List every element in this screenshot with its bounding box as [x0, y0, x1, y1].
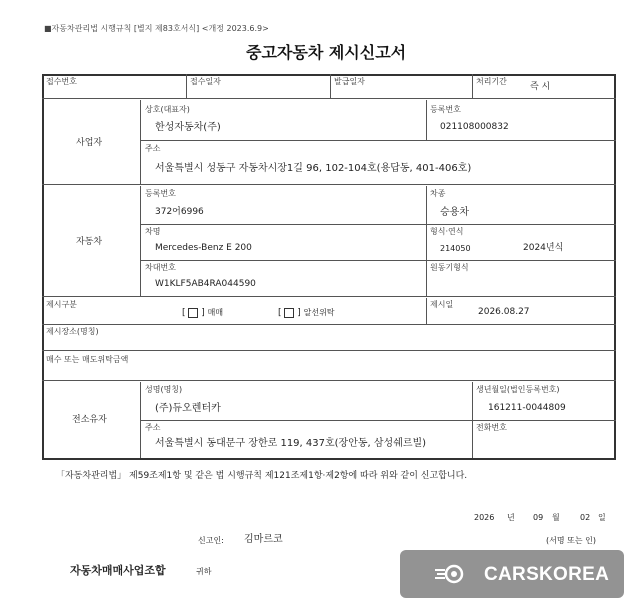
vehicle-vin-value: W1KLF5AB4RA044590 — [155, 279, 256, 289]
vehicle-regno-label: 등록번호 — [145, 189, 176, 198]
business-reg-label: 등록번호 — [430, 105, 461, 114]
transferor-name-value: (주)듀오렌터카 — [155, 403, 221, 414]
page-title: 중고자동차 제시신고서 — [246, 43, 407, 62]
option-brokerage[interactable]: [ ] 알선위탁 — [278, 308, 335, 318]
reporter-name: 김마르코 — [244, 534, 283, 545]
vehicle-section-label: 자동차 — [76, 237, 103, 247]
recipient-suffix: 귀하 — [196, 567, 212, 576]
carskorea-watermark — [400, 550, 624, 598]
vehicle-kind-value: 승용차 — [440, 207, 469, 218]
option-trade[interactable]: [ ] 매매 — [182, 308, 224, 318]
vehicle-regno-value: 372어6996 — [155, 207, 204, 217]
presentation-date-value: 2026.08.27 — [478, 307, 530, 317]
business-section-label: 사업자 — [76, 138, 103, 148]
transferor-phone-label: 전화번호 — [476, 423, 507, 432]
date-month: 09 — [533, 513, 544, 522]
processing-period-label: 처리기간 — [476, 77, 507, 86]
transferor-section-label: 전소유자 — [72, 415, 107, 425]
transferor-birth-label: 생년월일(법인등록번호) — [476, 385, 560, 394]
carskorea-logo-icon — [434, 564, 468, 584]
business-addr-value: 서울특별시 성동구 자동차시장1길 96, 102-104호(용답동, 401-406호) — [155, 163, 472, 174]
transferor-addr-value: 서울특별시 동대문구 장한로 119, 437호(장안동, 삼성쉐르빌) — [155, 438, 427, 449]
transferor-birth-value: 161211-0044809 — [488, 403, 566, 413]
vehicle-type-value: 214050 — [440, 244, 471, 253]
brokerage-amount-label: 매수 또는 매도위탁금액 — [46, 355, 129, 364]
vehicle-engine-label: 원동기형식 — [430, 263, 469, 272]
trade-checkbox[interactable] — [188, 308, 198, 318]
reporter-label: 신고인: — [198, 536, 224, 545]
business-name-value: 한성자동차(주) — [155, 122, 221, 133]
processing-period-value: 즉 시 — [530, 82, 551, 92]
declaration-text: 「자동차관리법」 제59조제1항 및 같은 법 시행규칙 제121조제1항·제2항에 따라 위와 같이 신고합니다. — [56, 471, 468, 481]
sign-note: (서명 또는 인) — [546, 536, 596, 545]
presentation-place-label: 제시장소(명칭) — [46, 327, 99, 336]
date-day-unit: 일 — [598, 513, 606, 522]
vehicle-type-label: 형식·연식 — [430, 227, 464, 236]
presentation-kind-label: 제시구분 — [46, 300, 77, 309]
receipt-no-label: 접수번호 — [46, 77, 77, 86]
vehicle-model-label: 차명 — [145, 227, 161, 236]
brokerage-checkbox[interactable] — [284, 308, 294, 318]
date-month-unit: 월 — [552, 513, 560, 522]
date-year: 2026 — [474, 513, 495, 522]
vehicle-kind-label: 차종 — [430, 189, 446, 198]
issue-date-label: 발급일자 — [334, 77, 365, 86]
business-addr-label: 주소 — [145, 144, 161, 153]
transferor-addr-label: 주소 — [145, 423, 161, 432]
carskorea-brand: CARSKOREA — [484, 564, 610, 585]
transferor-name-label: 성명(명칭) — [145, 385, 183, 394]
date-year-unit: 년 — [507, 513, 515, 522]
recipient: 자동차매매사업조합 — [70, 564, 166, 577]
vehicle-model-value: Mercedes-Benz E 200 — [155, 243, 252, 253]
receipt-date-label: 접수일자 — [190, 77, 221, 86]
business-reg-value: 021108000832 — [440, 122, 509, 132]
date-day: 02 — [580, 513, 591, 522]
form-reference: ■자동차관리법 시행규칙 [별지 제83호서식] <개정 2023.6.9> — [44, 24, 269, 33]
vehicle-year-value: 2024년식 — [523, 243, 564, 253]
presentation-date-label: 제시일 — [430, 300, 454, 309]
business-name-label: 상호(대표자) — [145, 105, 190, 114]
vehicle-vin-label: 차대번호 — [145, 263, 176, 272]
